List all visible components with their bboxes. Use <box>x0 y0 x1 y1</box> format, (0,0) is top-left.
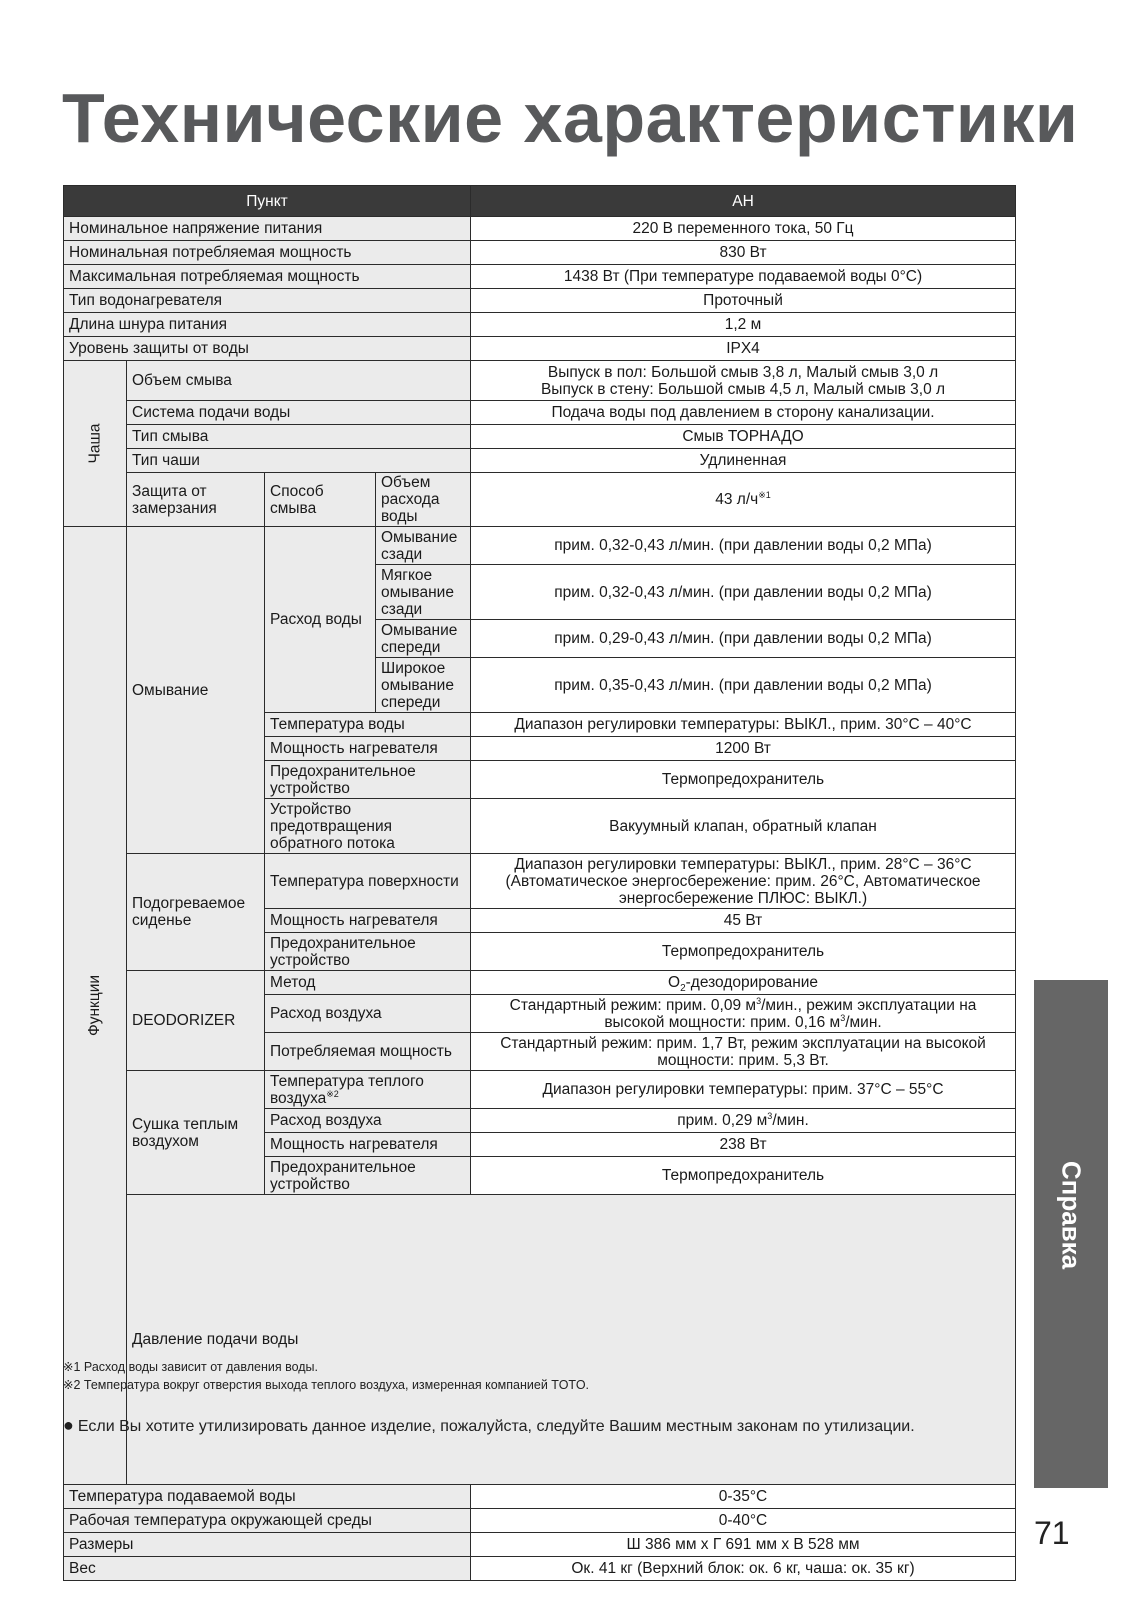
row-value: Ок. 41 кг (Верхний блок: ок. 6 кг, чаша: ок. 35 кг) <box>471 1557 1016 1581</box>
group-functions <box>64 527 127 1485</box>
row-sublabel: Омывание спереди <box>376 620 471 658</box>
table-row <box>64 337 1016 361</box>
row-value <box>471 473 1016 527</box>
value-line: Диапазон регулировки температуры: ВЫКЛ., прим. 28°C – 36°C <box>514 855 972 873</box>
row-label: Метод <box>265 971 471 995</box>
row-label: Мощность нагревателя <box>265 909 471 933</box>
row-label: Предохранительное устройство <box>265 1157 471 1195</box>
value-subscript: 2 <box>680 983 686 995</box>
table-row <box>64 1557 1016 1581</box>
row-sublabel: Омывание сзади <box>376 527 471 565</box>
row-value: 0-35°C <box>471 1485 1016 1509</box>
value-superscript: 3 <box>767 1110 773 1121</box>
footnote-mark: ※1 <box>758 489 771 500</box>
row-label: Тип чаши <box>127 449 471 473</box>
row-value: прим. 0,35-0,43 л/мин. (при давлении воды 0,2 МПа) <box>471 658 1016 713</box>
row-label: Расход воды <box>265 527 376 713</box>
row-value: Термопредохранитель <box>471 933 1016 971</box>
row-label: Мощность нагревателя <box>265 737 471 761</box>
row-label: Длина шнура питания <box>64 313 471 337</box>
row-value: прим. 0,29-0,43 л/мин. (при давлении воды 0,2 МПа) <box>471 620 1016 658</box>
table-row <box>64 1195 1016 1485</box>
row-value: IPX4 <box>471 337 1016 361</box>
disposal-text: Если Вы хотите утилизировать данное изделие, пожалуйста, следуйте Вашим местным законам по утилизации. <box>77 1418 915 1435</box>
row-value: 45 Вт <box>471 909 1016 933</box>
row-label: Номинальная потребляемая мощность <box>64 241 471 265</box>
bullet-icon: ● <box>63 1415 74 1435</box>
row-value <box>471 1033 1016 1071</box>
table-row <box>64 217 1016 241</box>
section-side-tab <box>1034 980 1108 1488</box>
row-label: Объем смыва <box>127 361 471 401</box>
row-value: 1438 Вт (При температуре подаваемой воды 0°C) <box>471 265 1016 289</box>
row-value <box>471 854 1016 909</box>
table-row <box>64 425 1016 449</box>
row-label: Система подачи воды <box>127 401 471 425</box>
row-value: Диапазон регулировки температуры: ВЫКЛ., прим. 30°C – 40°C <box>471 713 1016 737</box>
row-value: прим. 0,32-0,43 л/мин. (при давлении воды 0,2 МПа) <box>471 527 1016 565</box>
row-label: Тип водонагревателя <box>64 289 471 313</box>
row-label: Номинальное напряжение питания <box>64 217 471 241</box>
row-label: Расход воздуха <box>265 1109 471 1133</box>
value-text: высокой мощности: прим. 0,16 м <box>604 1013 841 1031</box>
page-number: 71 <box>1034 1515 1070 1551</box>
row-label: Уровень защиты от воды <box>64 337 471 361</box>
subgroup-dryer: Сушка теплым воздухом <box>127 1071 265 1195</box>
table-row <box>64 1509 1016 1533</box>
disposal-note <box>63 1415 915 1436</box>
row-label: Вес <box>64 1557 471 1581</box>
row-label: Рабочая температура окружающей среды <box>64 1509 471 1533</box>
table-row <box>64 1071 1016 1109</box>
row-label: Размеры <box>64 1533 471 1557</box>
subgroup-deodorizer: DEODORIZER <box>127 971 265 1071</box>
subgroup-washing: Омывание <box>127 527 265 854</box>
row-value <box>471 1109 1016 1133</box>
row-label: Мощность нагревателя <box>265 1133 471 1157</box>
row-label: Температура поверхности <box>265 854 471 909</box>
row-value <box>471 361 1016 401</box>
value-text: -дезодорирование <box>685 974 819 991</box>
table-row <box>64 289 1016 313</box>
value-line <box>476 1014 1010 1031</box>
value-text: /мин. <box>845 1013 882 1031</box>
row-value <box>471 995 1016 1033</box>
row-sublabel: Широкое омывание спереди <box>376 658 471 713</box>
side-tab-label: Справка <box>1056 1160 1087 1270</box>
row-label: Устройство предотвращения обратного потока <box>265 799 471 854</box>
row-label: Предохранительное устройство <box>265 761 471 799</box>
row-value: Подача воды под давлением в сторону канализации. <box>471 401 1016 425</box>
row-label: Защита от замерзания <box>127 473 265 527</box>
row-value: прим. 0,32-0,43 л/мин. (при давлении воды 0,2 МПа) <box>471 565 1016 620</box>
row-value: 1,2 м <box>471 313 1016 337</box>
value-text: прим. 0,29 м <box>677 1112 768 1129</box>
row-label: Предохранительное устройство <box>265 933 471 971</box>
row-value: Проточный <box>471 289 1016 313</box>
row-label: Температура подаваемой воды <box>64 1485 471 1509</box>
table-row <box>64 527 1016 565</box>
value-text: /мин. <box>772 1112 809 1129</box>
subgroup-seat: Подогреваемое сиденье <box>127 854 265 971</box>
value-text: O <box>668 974 681 991</box>
row-label: Температура воды <box>265 713 471 737</box>
table-row <box>64 241 1016 265</box>
row-label: Тип смыва <box>127 425 471 449</box>
table-row <box>64 1485 1016 1509</box>
table-row <box>64 854 1016 909</box>
label-text: Температура теплого воздуха <box>270 1072 424 1107</box>
header-model: AH <box>471 186 1016 217</box>
table-row <box>64 1533 1016 1557</box>
page-title: Технические характеристики <box>62 79 1079 157</box>
value-superscript: 3 <box>756 995 762 1006</box>
row-sublabel: Мягкое омывание сзади <box>376 565 471 620</box>
value-text: Стандартный режим: прим. 0,09 м <box>509 996 757 1014</box>
row-value: 1200 Вт <box>471 737 1016 761</box>
row-value: Удлиненная <box>471 449 1016 473</box>
row-value: Термопредохранитель <box>471 761 1016 799</box>
table-row <box>64 361 1016 401</box>
row-label <box>265 1071 471 1109</box>
row-value: 830 Вт <box>471 241 1016 265</box>
table-row <box>64 313 1016 337</box>
row-label: Максимальная потребляемая мощность <box>64 265 471 289</box>
header-item: Пункт <box>64 186 471 217</box>
table-row <box>64 265 1016 289</box>
footnotes <box>63 1358 589 1394</box>
table-row <box>64 971 1016 995</box>
row-label: Расход воздуха <box>265 995 471 1033</box>
group-functions-label: Функции <box>86 974 104 1037</box>
footnote-2: ※2 Температура вокруг отверстия выхода теплого воздуха, измеренная компанией TOTO. <box>63 1378 590 1392</box>
row-value: Смыв ТОРНАДО <box>471 425 1016 449</box>
table-header-row <box>64 186 1016 217</box>
value-text: /мин., режим эксплуатации на <box>761 996 977 1014</box>
row-value: Термопредохранитель <box>471 1157 1016 1195</box>
table-row <box>64 473 1016 527</box>
value-line <box>476 997 1010 1014</box>
row-label: Давление подачи воды <box>127 1195 1016 1485</box>
value-line: (Автоматическое энергосбережение: прим. 26°C, Автоматическое <box>505 872 981 890</box>
row-sublabel: Способ смыва <box>265 473 376 527</box>
group-bowl <box>64 361 127 527</box>
row-value: 238 Вт <box>471 1133 1016 1157</box>
value-line: Выпуск в стену: Большой смыв 4,5 л, Малый смыв 3,0 л <box>540 380 946 398</box>
row-value: Вакуумный клапан, обратный клапан <box>471 799 1016 854</box>
row-value: Ш 386 мм x Г 691 мм x В 528 мм <box>471 1533 1016 1557</box>
value-text: 43 л/ч <box>715 491 759 508</box>
row-value: 220 В переменного тока, 50 Гц <box>471 217 1016 241</box>
row-sublabel: Объем расхода воды <box>376 473 471 527</box>
footnote-mark: ※2 <box>326 1088 339 1099</box>
row-value: Диапазон регулировки температуры: прим. 37°C – 55°C <box>471 1071 1016 1109</box>
row-label: Потребляемая мощность <box>265 1033 471 1071</box>
value-line: Выпуск в пол: Большой смыв 3,8 л, Малый смыв 3,0 л <box>547 363 939 381</box>
table-row <box>64 401 1016 425</box>
row-value: 0-40°C <box>471 1509 1016 1533</box>
value-superscript: 3 <box>840 1012 846 1023</box>
value-line: энергосбережение ПЛЮС: ВЫКЛ.) <box>618 889 868 907</box>
footnote-1: ※1 Расход воды зависит от давления воды. <box>63 1360 319 1374</box>
table-row <box>64 449 1016 473</box>
group-bowl-label: Чаша <box>86 423 104 464</box>
row-value <box>471 971 1016 995</box>
value-line: мощности: прим. 5,3 Вт. <box>657 1051 829 1069</box>
value-line: Стандартный режим: прим. 1,7 Вт, режим эксплуатации на высокой <box>500 1034 986 1052</box>
